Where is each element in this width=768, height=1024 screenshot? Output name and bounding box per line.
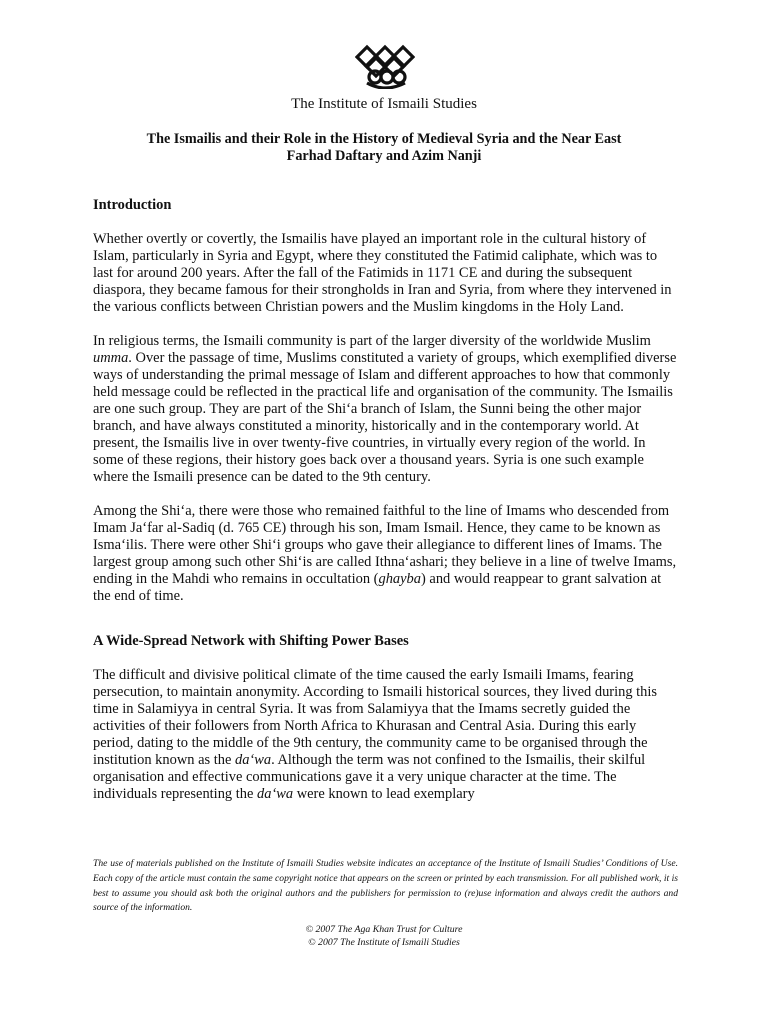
copyright-line-2: © 2007 The Institute of Ismaili Studies	[308, 937, 460, 948]
article-body	[93, 197, 678, 803]
paragraph-3: Among the Shi‘a, there were those who remained faithful to the line of Imams who descended from Imam Ja‘far al-Sadiq (d. 765 CE) through his son, Imam Ismail. Hence, they came to be known as Isma‘ilis. There were other Shi‘i groups who gave their allegiance to different lines of Imams. The largest group among such other Shi‘is are called Ithna‘ashari; they believe in a line of twelve Imams, ending in the Mahdi who remains in occultation (ghayba) and would reappear to grant salvation at the end of time.	[93, 503, 677, 604]
copyright-line-1: © 2007 The Aga Khan Trust for Culture	[305, 924, 463, 935]
article-authors: Farhad Daftary and Azim Nanji	[286, 148, 482, 164]
section-heading-introduction: Introduction	[93, 197, 172, 213]
copyright-block	[0, 923, 768, 949]
article-title: The Ismailis and their Role in the History of Medieval Syria and the Near East	[146, 131, 622, 147]
institute-name: The Institute of Ismaili Studies	[291, 96, 477, 112]
title-block	[60, 131, 708, 165]
usage-notice: The use of materials published on the Institute of Ismaili Studies website indicates an acceptance of the Institute of Ismaili Studies’ Conditions of Use. Each copy of the article must contain the same copyright notice that appears on the screen or printed by each transmission. For all published work, it is best to assume you should ask both the original authors and the publishers for permission to (re)use information and always credit the authors and source of the information.	[93, 858, 678, 914]
ismaili-knot-logo-icon	[355, 43, 415, 89]
paragraph-2: In religious terms, the Ismaili community is part of the larger diversity of the worldwide Muslim umma. Over the passage of time, Muslims constituted a variety of groups, which exemplified diverse ways of understanding the primal message of Islam and different approaches to how that commonly held message could be reflected in the practical life and organisation of the community. The Ismailis are one such group. They are part of the Shi‘a branch of Islam, the Sunni being the other major branch, and have always constituted a minority, historically and in the contemporary world. At present, the Ismailis live in over twenty-five countries, in virtually every region of the world. In some of these regions, their history goes back over a thousand years. Syria is one such example where the Ismaili presence can be dated to the 9th century.	[93, 333, 677, 485]
paragraph-4: The difficult and divisive political climate of the time caused the early Ismaili Imams, fearing persecution, to maintain anonymity. According to Ismaili historical sources, they lived during this time in Salamiyya in central Syria. It was from Salamiyya that the Imams secretly guided the activities of their followers from North Africa to Khurasan and Central Asia. During this early period, dating to the middle of the 9th century, the community came to be organised through the institution known as the da‘wa. Although the term was not confined to the Ismailis, their skilful organisation and effective communications gave it a very unique character at the time. The individuals representing the da‘wa were known to lead exemplary	[93, 667, 658, 802]
paragraph-1: Whether overtly or covertly, the Ismailis have played an important role in the cultural history of Islam, particularly in Syria and Egypt, where they constituted the Fatimid caliphate, which was to last for around 200 years. After the fall of the Fatimids in 1171 CE and during the subsequent diaspora, they became famous for their strongholds in Iran and Syria, from where they intervened in the various conflicts between Christian powers and the Muslim kingdoms in the Holy Land.	[93, 231, 672, 315]
section-heading-network: A Wide-Spread Network with Shifting Power Bases	[93, 633, 409, 649]
